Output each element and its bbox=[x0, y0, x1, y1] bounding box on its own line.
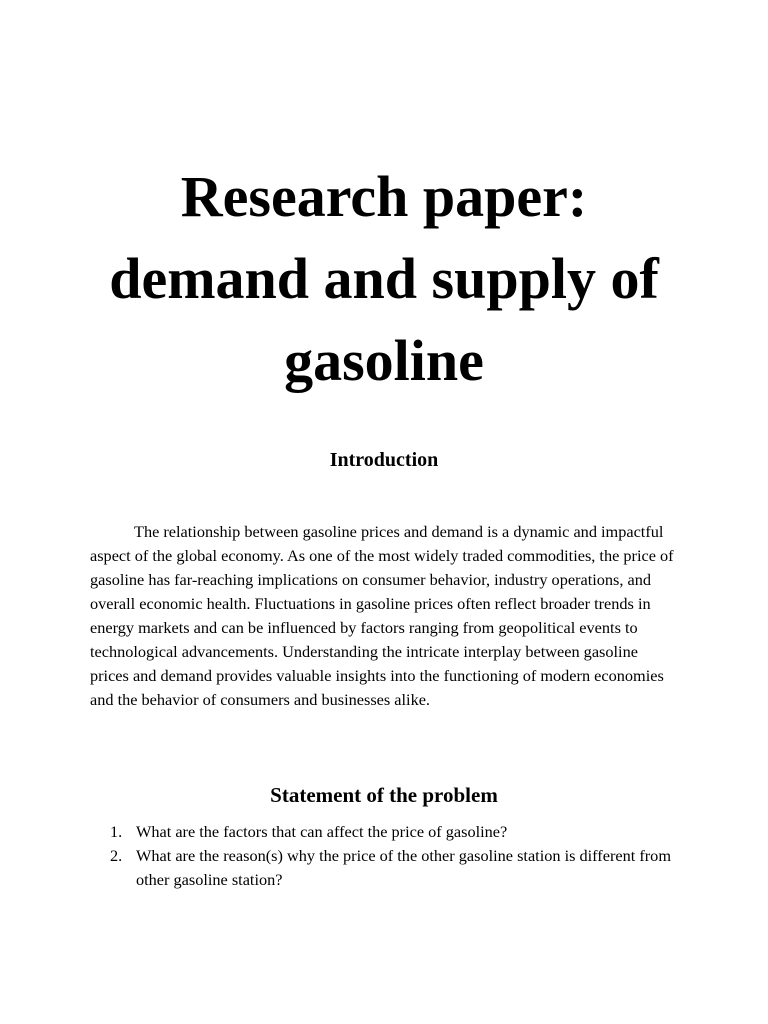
introduction-paragraph: The relationship between gasoline prices and demand is a dynamic and impactful aspect of the global economy. As one of the most widely traded commodities, the price of gasoline has far-reaching implications on consumer behavior, industry operations, and overall economic health. Fluctuations in gasoline prices often reflect broader trends in energy markets and can be influenced by factors ranging from geopolitical events to technological advancements. Understanding the intricate interplay between gasoline prices and demand provides valuable insights into the functioning of modern economies and the behavior of consumers and businesses alike. bbox=[90, 522, 674, 709]
list-item-text: What are the reason(s) why the price of the other gasoline station is different from other gasoline station? bbox=[136, 846, 671, 889]
list-item-text: What are the factors that can affect the price of gasoline? bbox=[136, 822, 508, 841]
list-item bbox=[90, 820, 680, 844]
problem-statement-heading: Statement of the problem bbox=[270, 783, 498, 807]
problem-list bbox=[90, 820, 680, 892]
list-item-number: 1. bbox=[110, 822, 123, 841]
paper-title-line: demand and supply of bbox=[109, 246, 659, 311]
list-item bbox=[90, 844, 680, 892]
list-item-number: 2. bbox=[110, 846, 123, 865]
introduction-heading: Introduction bbox=[329, 449, 439, 471]
paper-title bbox=[0, 156, 768, 402]
paper-title-line: gasoline bbox=[284, 328, 484, 393]
paper-title-line: Research paper: bbox=[180, 164, 588, 229]
